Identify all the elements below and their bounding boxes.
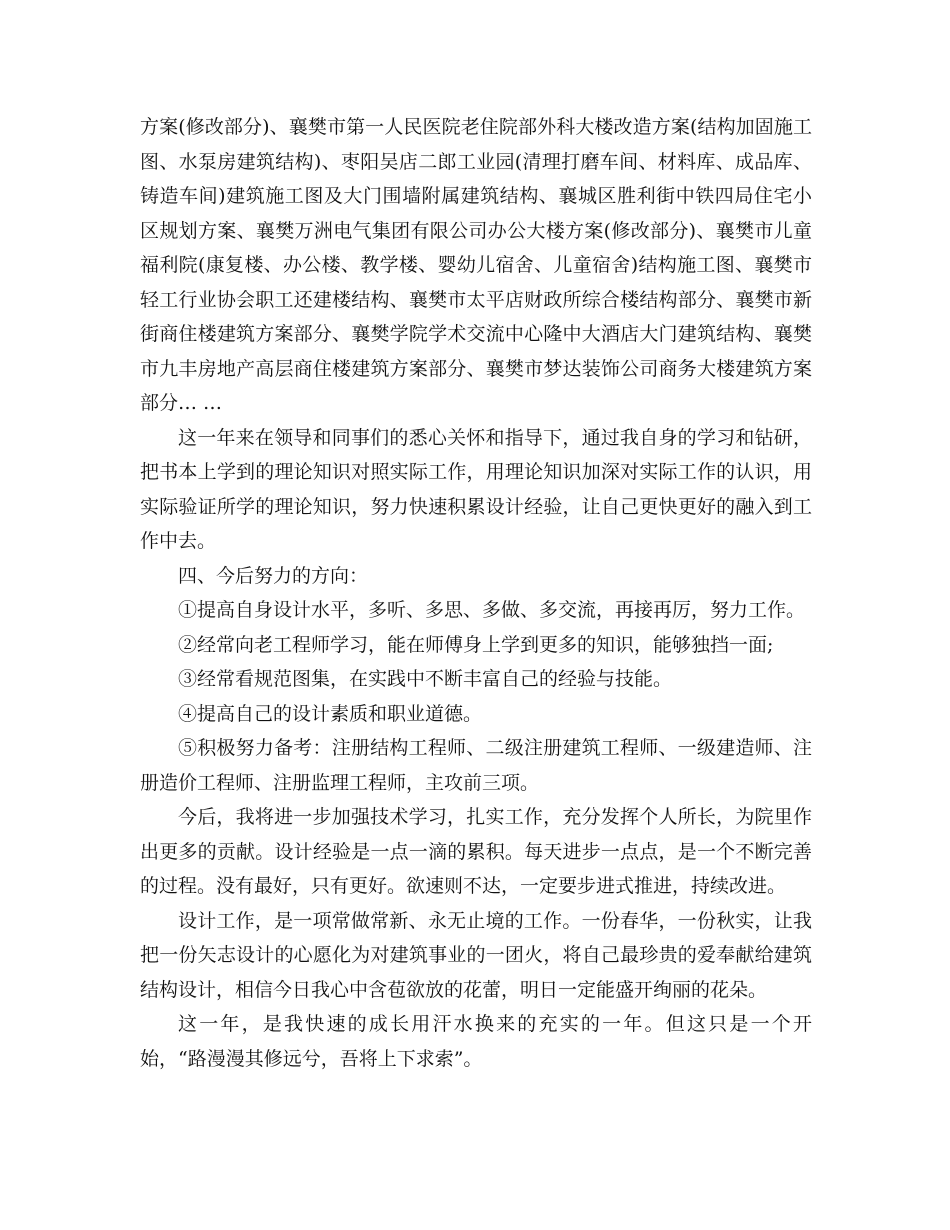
document-body [140, 110, 812, 1076]
list-item-2: ②经常向老工程师学习，能在师傅身上学到更多的知识，能够独挡一面; [178, 633, 774, 656]
paragraph-conclusion: 这一年，是我快速的成长用汗水换来的充实的一年。但这只是一个开始，“路漫漫其修远兮，吾将上下求索”。 [140, 1013, 812, 1070]
section-heading-future-direction: 四、今后努力的方向： [178, 564, 369, 587]
paragraph-year-summary: 这一年来在领导和同事们的悉心关怀和指导下，通过我自身的学习和钻研，把书本上学到的理论知识对照实际工作，用理论知识加深对实际工作的认识，用实际验证所学的理论知识，努力快速积累设计经验，让自己更快更好的融入到工作中去。 [140, 426, 812, 552]
list-item-5: ⑤积极努力备考：注册结构工程师、二级注册建筑工程师、一级建造师、注册造价工程师、注册监理工程师，主攻前三项。 [140, 737, 812, 794]
paragraph-design-work: 设计工作，是一项常做常新、永无止境的工作。一份春华，一份秋实，让我把一份矢志设计的心愿化为对建筑事业的一团火，将自己最珍贵的爱奉献给建筑结构设计，相信今日我心中含苞欲放的花蕾，明日一定能盛开绚丽的花朵。 [140, 909, 812, 1001]
paragraph-future-plan: 今后，我将进一步加强技术学习，扎实工作，充分发挥个人所长，为院里作出更多的贡献。设计经验是一点一滴的累积。每天进步一点点，是一个不断完善的过程。没有最好，只有更好。欲速则不达，一定要步进式推进，持续改进。 [140, 806, 812, 897]
list-item-3: ③经常看规范图集，在实践中不断丰富自己的经验与技能。 [178, 668, 673, 690]
paragraph-project-list: 方案(修改部分)、襄樊市第一人民医院老住院部外科大楼改造方案(结构加固施工图、水泵房建筑结构)、枣阳吴店二郎工业园(清理打磨车间、材料库、成品库、铸造车间)建筑施工图及大门围墙附属建筑结构、襄城区胜利街中铁四局住宅小区规划方案、襄樊万洲电气集团有限公司办公大楼方案(修改部分)、襄樊市儿童福利院(康复楼、办公楼、教学楼、婴幼儿宿舍、儿童宿舍)结构施工图、襄樊市轻工行业协会职工还建楼结构、襄樊市太平店财政所综合楼结构部分、襄樊市新街商住楼建筑方案部分、襄樊学院学术交流中心隆中大酒店大门建筑结构、襄樊市九丰房地产高层商住楼建筑方案部分、襄樊市梦达装饰公司商务大楼建筑方案部分… … [140, 116, 812, 414]
list-item-1: ①提高自身设计水平，多听、多思、多做、多交流，再接再厉，努力工作。 [178, 599, 806, 621]
list-item-4: ④提高自己的设计素质和职业道德。 [178, 702, 483, 725]
